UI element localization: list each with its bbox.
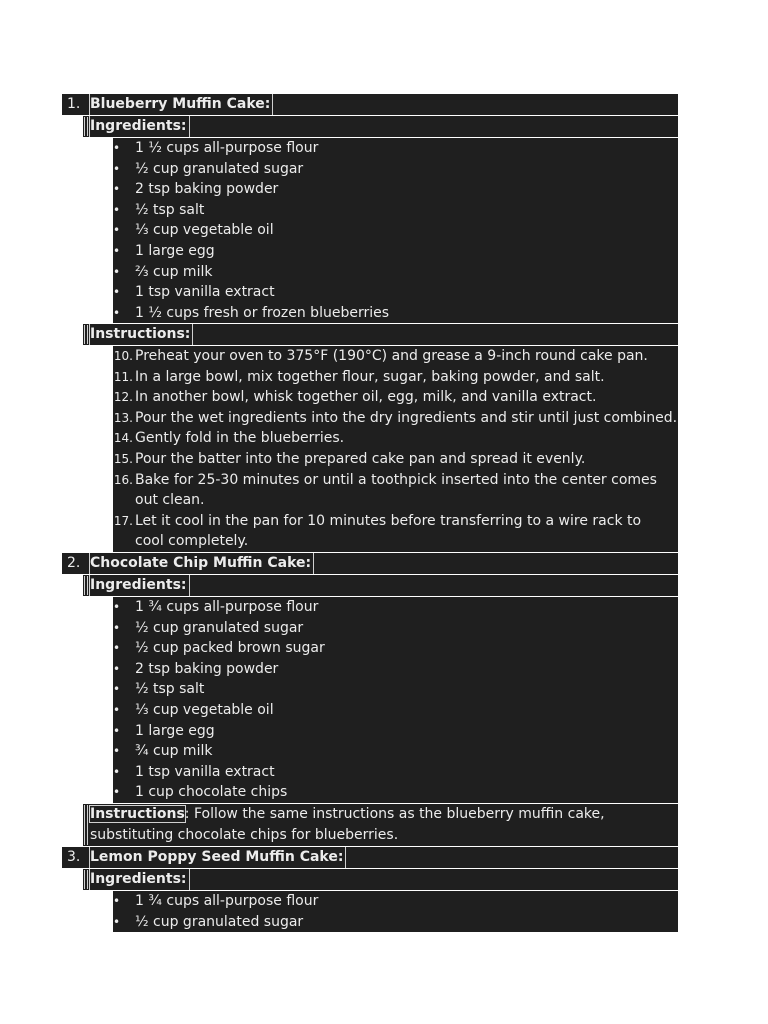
instructions-paragraph: Instructions: Follow the same instructions as the blueberry muffin cake, substituting chocolate chips for blueberries. <box>90 806 605 843</box>
section-bar <box>84 805 88 845</box>
instructions-list <box>113 346 678 552</box>
bullet-icon: • <box>113 243 121 258</box>
list-item: • ½ cup granulated sugar <box>113 912 678 933</box>
section-bar <box>84 117 88 136</box>
section-bar <box>84 870 88 889</box>
list-item: • 1 cup chocolate chips <box>113 782 678 803</box>
bullet-icon: • <box>113 894 121 908</box>
ingredients-list <box>113 891 678 932</box>
list-item: 14. Gently fold in the blueberries. <box>113 428 678 449</box>
step-number: 10. <box>113 349 133 363</box>
list-number: 2. <box>67 555 81 571</box>
section-heading <box>83 804 678 846</box>
bullet-icon: • <box>113 764 121 779</box>
step-number: 15. <box>113 451 133 466</box>
bullet-icon: • <box>113 620 121 635</box>
list-item: • 1 ½ cups fresh or frozen blueberries <box>113 303 678 324</box>
step-number: 11. <box>113 369 133 384</box>
step-number: 16. <box>113 472 133 487</box>
list-item: 11. In a large bowl, mix together flour, sugar, baking powder, and salt. <box>113 367 678 388</box>
step-number: 12. <box>113 390 133 405</box>
section-heading <box>83 324 678 345</box>
list-item: 16. Bake for 25-30 minutes or until a toothpick inserted into the center comes out clean. <box>113 471 657 509</box>
bullet-icon: • <box>113 202 121 217</box>
list-item: • 2 tsp baking powder <box>113 179 678 200</box>
list-number: 3. <box>67 849 81 865</box>
section-bar <box>84 325 88 344</box>
list-number: 1. <box>67 96 81 112</box>
bullet-icon: • <box>113 305 121 320</box>
section-heading <box>83 869 678 890</box>
bullet-icon: • <box>113 600 121 614</box>
recipe-title: Lemon Poppy Seed Muffin Cake: <box>90 847 345 868</box>
ingredients-label: Ingredients: <box>90 575 189 596</box>
recipe-title: Blueberry Muffin Cake: <box>90 94 272 115</box>
section-heading <box>83 575 678 596</box>
bullet-icon: • <box>113 285 121 300</box>
list-item: • ⅓ cup vegetable oil <box>113 220 678 241</box>
bullet-icon: • <box>113 785 121 800</box>
list-item: 13. Pour the wet ingredients into the dry ingredients and stir until just combined. <box>113 408 678 429</box>
list-item: • 1 tsp vanilla extract <box>113 762 678 783</box>
list-item: 12. In another bowl, whisk together oil, egg, milk, and vanilla extract. <box>113 387 678 408</box>
list-item: 15. Pour the batter into the prepared cake pan and spread it evenly. <box>113 449 678 470</box>
list-item: • 1 large egg <box>113 721 678 742</box>
list-item: • 1 ¾ cups all-purpose flour <box>113 891 678 912</box>
list-item: • ⅓ cup vegetable oil <box>113 700 678 721</box>
recipe-heading <box>62 847 678 868</box>
step-number: 17. <box>113 513 133 528</box>
instructions-label: Instructions <box>90 806 185 822</box>
ingredients-label: Ingredients: <box>90 869 189 890</box>
list-item: • 2 tsp baking powder <box>113 659 678 680</box>
step-number: 13. <box>113 410 133 425</box>
list-item: • ⅔ cup milk <box>113 262 678 283</box>
recipe-heading <box>62 94 678 115</box>
ingredients-label: Ingredients: <box>90 116 189 137</box>
list-item: • 1 large egg <box>113 241 678 262</box>
list-item: • 1 ¾ cups all-purpose flour <box>113 597 678 618</box>
recipe-heading <box>62 553 678 574</box>
bullet-icon: • <box>113 682 121 697</box>
list-item: 10. Preheat your oven to 375°F (190°C) and grease a 9-inch round cake pan. <box>113 346 678 367</box>
list-item: • ½ tsp salt <box>113 200 678 221</box>
bullet-icon: • <box>113 141 121 155</box>
bullet-icon: • <box>113 914 121 929</box>
bullet-icon: • <box>113 723 121 738</box>
section-bar <box>84 576 88 595</box>
list-item: • ½ cup granulated sugar <box>113 159 678 180</box>
bullet-icon: • <box>113 641 121 656</box>
step-number: 14. <box>113 431 133 446</box>
list-item: • ½ tsp salt <box>113 679 678 700</box>
ingredients-list <box>113 597 678 803</box>
bullet-icon: • <box>113 264 121 279</box>
bullet-icon: • <box>113 182 121 197</box>
list-item: • ½ cup granulated sugar <box>113 618 678 639</box>
list-item: • 1 ½ cups all-purpose flour <box>113 138 678 159</box>
section-heading <box>83 116 678 137</box>
list-item: • ½ cup packed brown sugar <box>113 638 678 659</box>
list-item: 17. Let it cool in the pan for 10 minutes before transferring to a wire rack to cool completely. <box>113 512 642 550</box>
bullet-icon: • <box>113 702 121 717</box>
bullet-icon: • <box>113 744 121 759</box>
list-item: • ¾ cup milk <box>113 741 678 762</box>
ingredients-list <box>113 138 678 323</box>
recipe-title: Chocolate Chip Muffin Cake: <box>90 553 313 574</box>
bullet-icon: • <box>113 161 121 176</box>
instructions-label: Instructions: <box>90 324 192 345</box>
bullet-icon: • <box>113 661 121 676</box>
bullet-icon: • <box>113 223 121 238</box>
list-item: • 1 tsp vanilla extract <box>113 282 678 303</box>
